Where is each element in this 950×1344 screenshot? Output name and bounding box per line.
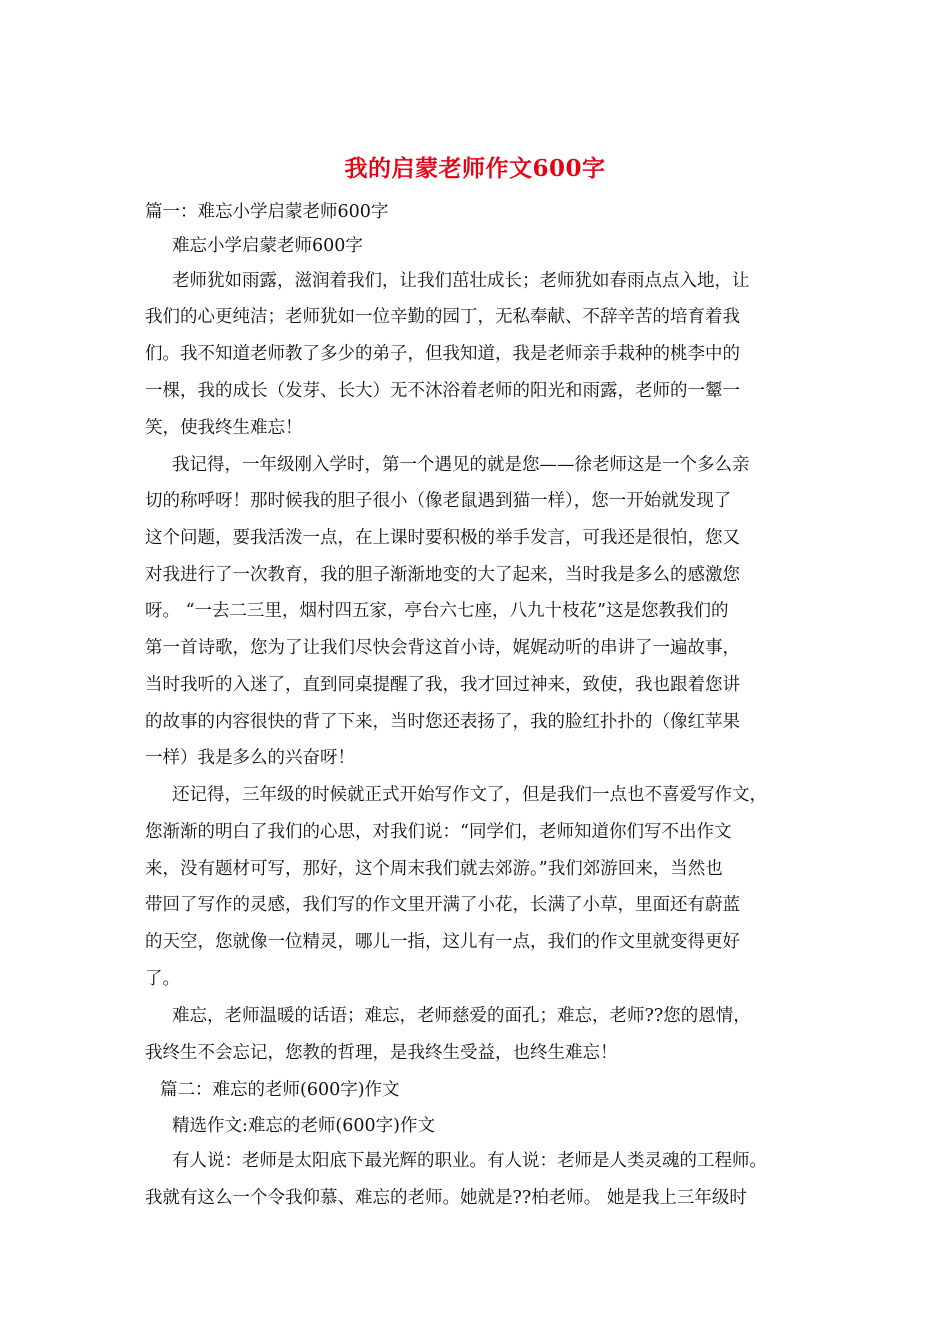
paragraph-line: 呀。 “一去二三里，烟村四五家，亭台六七座，八九十枝花”这是您教我们的 [145, 601, 729, 621]
paragraph-line: 的天空，您就像一位精灵，哪儿一指，这儿有一点，我们的作文里就变得更好 [145, 932, 740, 952]
subheading-1: 难忘小学启蒙老师600字 [172, 236, 363, 256]
paragraph-line: 一棵，我的成长（发芽、长大）无不沐浴着老师的阳光和雨露，老师的一颦一 [145, 381, 740, 401]
paragraph-line: 当时我听的入迷了，直到同桌提醒了我，我才回过神来，致使，我也跟着您讲 [145, 675, 740, 695]
paragraph-line: 一样）我是多么的兴奋呀！ [145, 748, 355, 768]
paragraph-line: 还记得，三年级的时候就正式开始写作文了，但是我们一点也不喜爱写作文， [172, 785, 767, 805]
paragraph-line: 我就有这么一个令我仰慕、难忘的老师。她就是??柏老师。 她是我上三年级时 [145, 1188, 747, 1208]
paragraph-line: 带回了写作的灵感，我们写的作文里开满了小花，长满了小草，里面还有蔚蓝 [145, 895, 740, 915]
paragraph-line: 了。 [145, 969, 180, 989]
paragraph-line: 老师犹如雨露，滋润着我们，让我们茁壮成长；老师犹如春雨点点入地，让 [172, 271, 750, 291]
section-heading-2: 篇二：难忘的老师(600字)作文 [160, 1080, 400, 1100]
paragraph-line: 难忘，老师温暖的话语；难忘，老师慈爱的面孔；难忘，老师??您的恩情， [172, 1006, 751, 1026]
paragraph-line: 来，没有题材可写，那好，这个周末我们就去郊游。”我们郊游回来，当然也 [145, 859, 723, 879]
paragraph-line: 有人说：老师是太阳底下最光辉的职业。有人说：老师是人类灵魂的工程师。 [172, 1151, 767, 1171]
subheading-2: 精选作文:难忘的老师(600字)作文 [172, 1116, 435, 1136]
document-title: 我的启蒙老师作文600字 [344, 155, 606, 182]
paragraph-line: 我们的心更纯洁；老师犹如一位辛勤的园丁，无私奉献、不辞辛苦的培育着我 [145, 307, 740, 327]
paragraph-line: 对我进行了一次教育，我的胆子渐渐地变的大了起来，当时我是多么的感激您 [145, 565, 740, 585]
paragraph-line: 们。我不知道老师教了多少的弟子，但我知道，我是老师亲手栽种的桃李中的 [145, 344, 740, 364]
paragraph-line: 第一首诗歌，您为了让我们尽快会背这首小诗，娓娓动听的串讲了一遍故事， [145, 638, 740, 658]
paragraph-line: 切的称呼呀！那时候我的胆子很小（像老鼠遇到猫一样），您一开始就发现了 [145, 491, 732, 511]
paragraph-line: 笑，使我终生难忘！ [145, 418, 303, 438]
paragraph-line: 这个问题，要我活泼一点，在上课时要积极的举手发言，可我还是很怕，您又 [145, 528, 740, 548]
section-heading-1: 篇一：难忘小学启蒙老师600字 [145, 202, 389, 222]
paragraph-line: 我记得，一年级刚入学时，第一个遇见的就是您——徐老师这是一个多么亲 [172, 455, 750, 475]
paragraph-line: 的故事的内容很快的背了下来，当时您还表扬了，我的脸红扑扑的（像红苹果 [145, 712, 740, 732]
paragraph-line: 我终生不会忘记，您教的哲理，是我终生受益，也终生难忘！ [145, 1043, 618, 1063]
paragraph-line: 您渐渐的明白了我们的心思，对我们说：“同学们，老师知道你们写不出作文 [145, 822, 732, 842]
